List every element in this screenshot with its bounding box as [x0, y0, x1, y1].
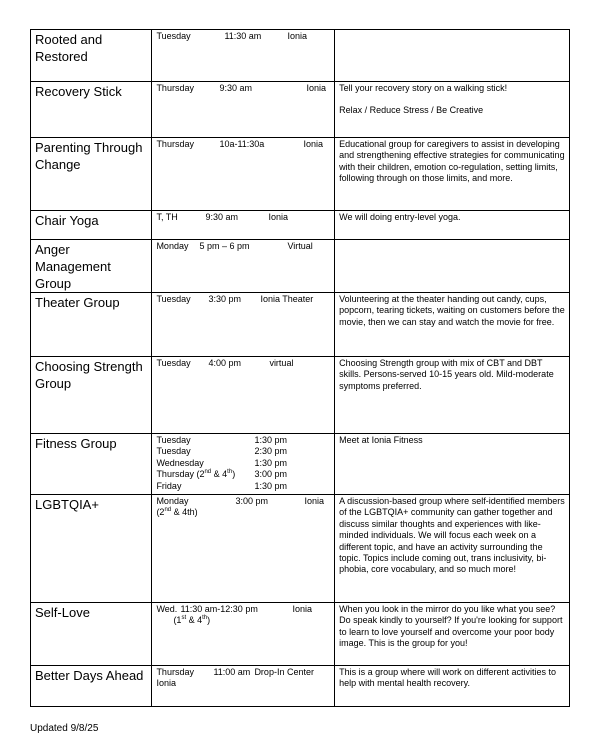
schedule-line — [156, 358, 331, 369]
group-name: Choosing Strength Group — [35, 359, 143, 391]
schedule-day: Tuesday — [156, 31, 191, 41]
schedule-line — [156, 83, 331, 94]
schedule-day: Wed. — [156, 604, 178, 614]
schedule-time: 4:00 pm — [208, 358, 241, 368]
description-text: Educational group for caregivers to assist in developing and strengthening effective strategies for communicating with their children, emotion co-regulation, setting limits, following through on those limits, and more. — [339, 139, 565, 184]
schedule-line — [156, 496, 331, 507]
schedule-location: Ionia — [292, 604, 312, 614]
group-description — [335, 603, 569, 650]
schedule-time: 3:00 pm — [254, 469, 287, 480]
schedule-line — [156, 458, 331, 469]
group-schedule — [152, 434, 334, 492]
description-text: Meet at Ionia Fitness — [339, 435, 423, 445]
group-name: Chair Yoga — [35, 213, 99, 228]
schedule-time: 11:30 am — [224, 31, 262, 41]
schedule-location: Ionia — [287, 31, 307, 41]
schedule-time: 3:30 pm — [208, 294, 241, 304]
group-schedule — [152, 138, 334, 150]
schedule-line — [156, 667, 331, 678]
schedule-location: Ionia — [304, 496, 324, 506]
schedule-day: T, TH — [156, 212, 178, 222]
table-row — [31, 666, 570, 707]
schedule-day: Tuesday — [156, 446, 191, 457]
group-schedule — [152, 357, 334, 369]
description-text: We will doing entry-level yoga. — [339, 212, 461, 222]
schedule-time: 1:30 pm — [254, 480, 287, 491]
schedule-line — [156, 604, 331, 615]
table-row — [31, 82, 570, 138]
group-name: Parenting Through Change — [35, 140, 143, 172]
group-description — [335, 666, 569, 690]
group-description — [335, 495, 569, 576]
table-row — [31, 211, 570, 240]
schedule-time: 3:00 pm — [235, 496, 268, 506]
schedule-location: Virtual — [287, 241, 313, 251]
schedule-line — [156, 446, 331, 457]
group-name: Rooted and Restored — [35, 32, 103, 64]
schedule-time: 5 pm – 6 pm — [199, 241, 250, 251]
description-text: Volunteering at the theater handing out candy, cups, popcorn, tearing tickets, waiting on customers before the movie, then we can stay and watch the movie for free. — [339, 294, 565, 327]
table-row — [31, 240, 570, 293]
schedule-day: (1st & 4th) — [173, 615, 211, 626]
schedule-location: virtual — [269, 358, 294, 368]
schedule-day: Thursday — [156, 139, 194, 149]
schedule-time: 2:30 pm — [254, 446, 287, 457]
table-row — [31, 357, 570, 434]
table-row — [31, 603, 570, 666]
group-name: Theater Group — [35, 295, 120, 310]
schedule-time: 11:30 am-12:30 pm — [180, 604, 258, 614]
group-schedule — [152, 240, 334, 252]
schedule-line — [156, 469, 331, 480]
group-name: Recovery Stick — [35, 84, 122, 99]
schedule-location: Drop-In Center — [254, 667, 314, 677]
schedule-line — [156, 31, 331, 42]
schedule-time: 1:30 pm — [254, 435, 287, 445]
groups-table — [30, 29, 570, 707]
schedule-line — [156, 294, 331, 305]
group-schedule — [152, 293, 334, 305]
description-text: This is a group where will work on different activities to help with mental health recovery. — [339, 667, 557, 689]
group-schedule — [152, 211, 334, 223]
group-schedule — [152, 666, 334, 690]
schedule-line — [156, 212, 331, 223]
group-name: Better Days Ahead — [35, 668, 144, 683]
group-description — [335, 293, 569, 328]
group-description — [335, 434, 569, 446]
schedule-day: Friday — [156, 480, 182, 491]
group-name: Anger Management Group — [35, 242, 111, 291]
schedule-line — [156, 139, 331, 150]
schedule-day: Thursday (2nd & 4th) — [156, 469, 236, 480]
table-row — [31, 495, 570, 603]
table-row — [31, 434, 570, 495]
group-schedule — [152, 495, 334, 519]
schedule-day: Thursday — [156, 83, 194, 93]
schedule-day: Wednesday — [156, 457, 204, 468]
description-text: A discussion-based group where self-identified members of the LGBTQIA+ community can gather together and discuss similar thoughts and experiences with like-minded individuals. We will focus each week on a different topic, and have an activity surrounding the topic. Topics include coming out, trans inclusivity, bi-phobia, core vocabulary, and so much more! — [339, 496, 565, 575]
schedule-day: Monday — [156, 241, 189, 251]
updated-date: Updated 9/8/25 — [30, 723, 99, 734]
schedule-time: 10a-11:30a — [219, 139, 265, 149]
group-schedule — [152, 82, 334, 94]
schedule-location: Ionia Theater — [260, 294, 314, 304]
description-text: Choosing Strength group with mix of CBT and DBT skills. Persons-served 10-15 years old. Mild-moderate symptoms preferred. — [339, 358, 554, 391]
table-row — [31, 30, 570, 82]
description-text: Relax / Reduce Stress / Be Creative — [339, 105, 484, 116]
schedule-line — [156, 615, 331, 626]
group-name: Fitness Group — [35, 436, 117, 451]
schedule-time: 9:30 am — [205, 212, 238, 222]
schedule-line — [156, 481, 331, 492]
schedule-day: Tuesday — [156, 294, 191, 304]
schedule-day: Monday — [156, 496, 189, 506]
schedule-location: Ionia — [306, 83, 326, 93]
schedule-day: Ionia — [156, 678, 176, 689]
schedule-day: Thursday — [156, 667, 194, 677]
description-text: When you look in the mirror do you like what you see? Do speak kindly to yourself? If you're looking for support to learn to love yourself and overcome your poor body image. This is the group for you! — [339, 604, 563, 649]
group-description — [335, 30, 569, 31]
group-name: Self-Love — [35, 605, 90, 620]
schedule-line — [156, 435, 331, 446]
schedule-day: Tuesday — [156, 435, 191, 445]
schedule-line — [156, 507, 331, 518]
schedule-line — [156, 678, 331, 689]
schedule-time: 11:00 am — [213, 667, 251, 677]
table-row — [31, 138, 570, 211]
group-schedule — [152, 603, 334, 627]
group-description — [335, 211, 569, 223]
table-row — [31, 293, 570, 357]
group-description — [335, 357, 569, 392]
group-description — [335, 138, 569, 185]
group-name: LGBTQIA+ — [35, 497, 99, 512]
group-schedule — [152, 30, 334, 42]
schedule-location: Ionia — [268, 212, 288, 222]
group-description — [335, 82, 569, 117]
group-description — [335, 240, 569, 241]
schedule-day: (2nd & 4th) — [156, 507, 198, 518]
schedule-time: 9:30 am — [219, 83, 252, 93]
description-text: Tell your recovery story on a walking stick! — [339, 83, 508, 93]
schedule-day: Tuesday — [156, 358, 191, 368]
schedule-line — [156, 241, 331, 252]
schedule-location: Ionia — [303, 139, 323, 149]
schedule-time: 1:30 pm — [254, 457, 287, 468]
